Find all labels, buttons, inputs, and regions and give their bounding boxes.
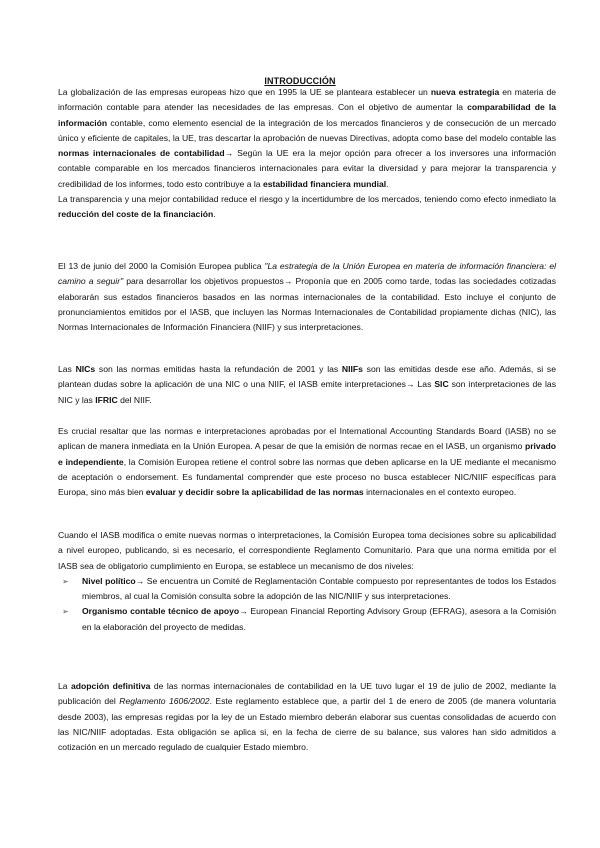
list-item [58,574,556,605]
arrow-bullet-icon: ➢ [62,607,69,617]
p1-text-3: contable, como elemento esencial de la integración de los mercados financieros y de consecución de un mercado único y eficiente de capitales, la UE, tras descartar la aprobación de nuevas Directivas, adopta como base del modelo contable las [58,117,556,143]
bullet-1-bold: Nivel político [82,575,136,586]
bullet-2-bold: Organismo contable técnico de apoyo [82,606,240,617]
arrow-bullet-icon: ➢ [62,576,69,586]
p7-text-2: de las normas internacionales de contabilidad en la UE tuvo lugar el 19 de julio de 2002, mediante la publicación del [58,681,557,707]
p4-text-3: son las emitidas desde ese año. Además, si se plantean dudas sobre la aplicación de una NIC o una NIIF, el IASB emite interpretaciones→ Las [58,364,556,390]
p5-bold-1: privado e independiente [58,441,556,467]
p4-text-4: son interpretaciones de las NIC y las [58,379,556,405]
paragraph-1 [58,85,556,192]
p5-text-2: , la Comisión Europea retiene el control sobre las normas que deben aplicarse en la UE mediante el mecanismo de aceptación o endorsement. Es fundamental comprender que este proceso no busca establecer NIC/NIIF específicas para Europa, sino más bien [58,456,556,498]
paragraph-estrategia [58,259,556,335]
p1-text-5: . [386,178,389,189]
p3-italic-1: "La estrategia de la Unión Europea en materia de información financiera: el camino a seguir" [58,261,557,287]
p4-text-2: son las normas emitidas hasta la refundación de 2001 y las [95,364,342,374]
paragraph-globalizacion [58,85,556,223]
p4-text-5: del NIIF. [117,394,152,405]
two-level-list [58,574,556,635]
bullet-2-text: → European Financial Reporting Advisory Group (EFRAG), asesora a la Comisión en la elaboración del proyecto de medidas. [82,606,556,632]
page-title: INTRODUCCIÓN [264,76,336,86]
paragraph-2 [58,192,556,223]
p7-bold-1: adopción definitiva [71,681,151,691]
p1-bold-1: nueva estrategia [430,87,500,97]
p2-text-1: La transparencia y una mejor contabilidad reduce el riesgo y la incertidumbre de los mercados, teniendo como efecto inmediato la [58,194,556,205]
p5-text-1: Es crucial resaltar que las normas e interpretaciones aprobadas por el International Accounting Standards Board (IASB) no se aplican de manera inmediata en la Unión Europea. A pesar de que la emisión de normas recae en el IASB, un organismo [58,426,556,452]
p4-bold-2: NIIFs [341,364,363,374]
p4-bold-3: SIC [434,379,449,390]
paragraph-6 [58,528,556,574]
p5-bold-2: evaluar y decidir sobre la aplicabilidad de las normas [145,487,364,498]
p7-text-1: La [58,681,72,691]
bullet-1-text: → Se encuentra un Comité de Reglamentación Contable compuesto por representantes de todos los Estados miembros, al cual la Comisión consulta sobre la adopción de las NIC/NIIF y sus interpretaciones. [82,575,556,602]
p4-text-1: Las [58,364,76,374]
p2-text-2: . [213,209,216,220]
p3-text-1: El 13 de junio del 2000 la Comisión Europea publica [58,261,265,271]
paragraph-5 [58,424,556,500]
p7-italic-1: Reglamento 1606/2002 [119,696,210,707]
p1-bold-3: normas internacionales de contabilidad [58,148,225,159]
p7-text-3: . Este reglamento establece que, a partir del 1 de enero de 2005 (de manera voluntaria desde 2003), las empresas regidas por la ley de un Estado miembro deberán elaborar sus cuentas consolidadas de acuerdo con las NIC/NIIF adoptadas. Esta obligación se aplica si, en la fecha de cierre de su balance, sus valores han sido admitidos a cotización en un mercado regulado de cualquier Estado miembro. [58,696,556,753]
p3-text-2: para desarrollar los objetivos propuestos→ Proponía que en 2005 como tarde, todas las sociedades cotizadas elaborarán sus estados financieros basados en las normas internacionales de la contabilidad. Esto incluye el conjunto de pronunciamientos emitidos por el IASB, que incluyen las Normas Internacionales de Contabilidad propiamente dichas (NIC), las Normas Internacionales de Información Financiera (NIIF) y sus interpretaciones. [58,276,556,333]
p1-bold-2: comparabilidad de la información [58,102,557,128]
paragraph-7 [58,679,556,755]
paragraph-iasb [58,424,556,500]
paragraph-adopcion [58,679,556,755]
paragraph-3 [58,259,556,335]
p4-bold-1: NICs [75,364,96,374]
p2-bold-1: reducción del coste de la financiación [58,209,214,220]
paragraph-mecanismo [58,528,556,635]
list-item [58,604,556,635]
p6-text-1: Cuando el IASB modifica o emite nuevas normas o interpretaciones, la Comisión Europea toma decisiones sobre su aplicabilidad a nivel europeo, publicando, si es necesario, el correspondiente Reglamento Comunitario. Para que una norma emitida por el IASB sea de obligatorio cumplimiento en Europa, se establece un mecanismo de dos niveles: [58,530,556,571]
p5-text-3: internacionales en el contexto europeo. [363,487,517,498]
paragraph-4 [58,362,556,408]
p1-text-1: La globalización de las empresas europeas hizo que en 1995 la UE se planteara establecer un [58,87,431,97]
p4-bold-4: IFRIC [95,394,118,405]
paragraph-nics [58,362,556,408]
p1-text-2: en materia de información contable para atender las necesidades de las empresas. Con el objetivo de aumentar la [58,87,557,113]
p1-bold-4: estabilidad financiera mundial [262,178,387,189]
p1-text-4: → Según la UE era la mejor opción para ofrecer a los inversores una información contable comparable en los mercados financieros internacionales para evitar la diversidad y para mejorar la transparencia y credibilidad de los informes, todo esto contribuye a la [58,148,557,189]
